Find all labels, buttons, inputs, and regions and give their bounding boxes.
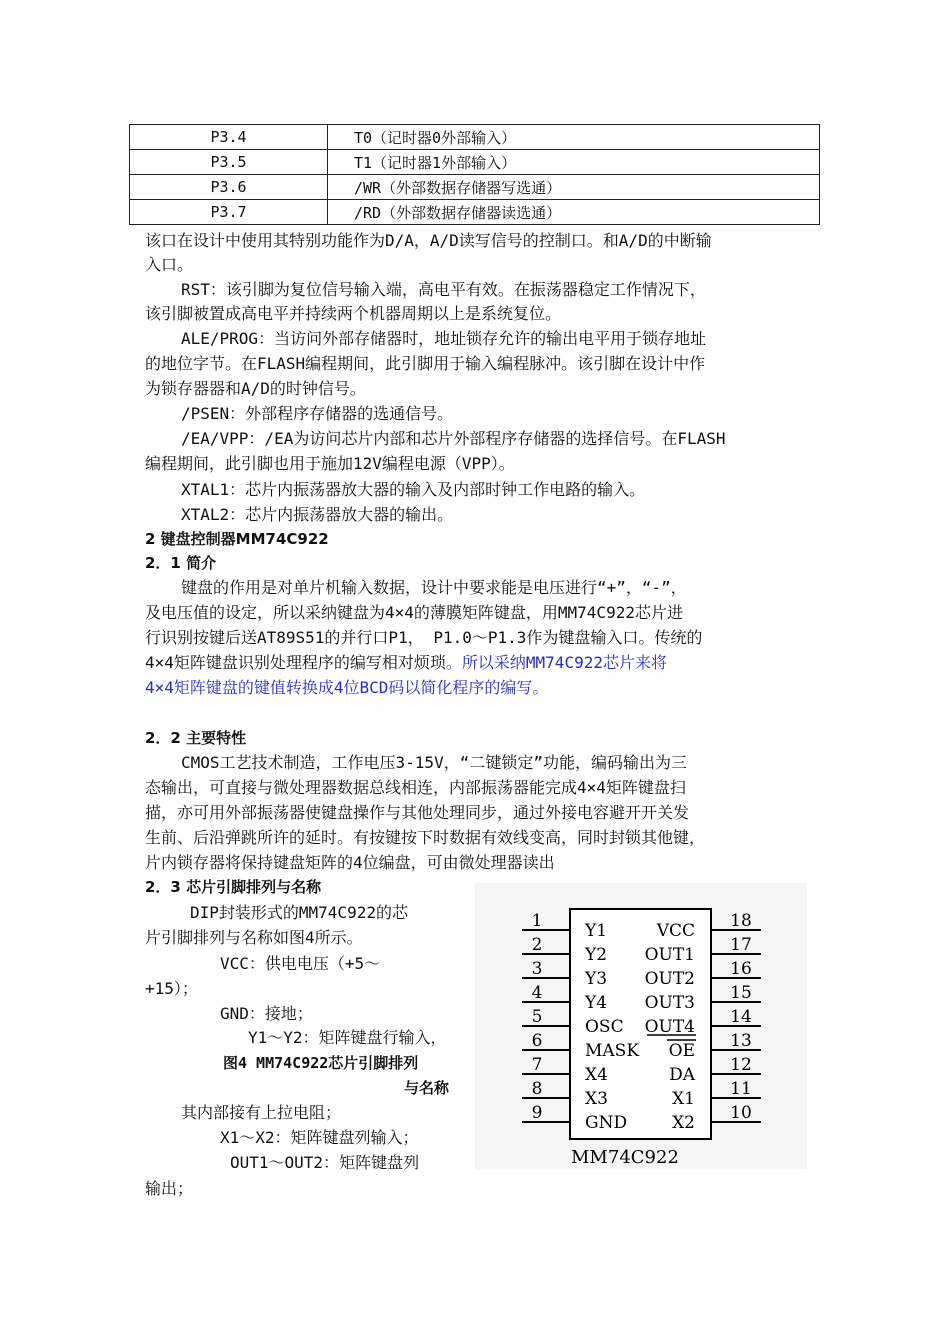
rst-para-line-1: RST：该引脚为复位信号输入端，高电平有效。在振荡器稳定工作情况下，	[181, 280, 706, 299]
chip-left-pin-number: 5	[531, 1007, 543, 1027]
psen-para: /PSEN：外部程序存储器的选通信号。	[181, 404, 454, 423]
pin-table-desc-cell: T1（记时器1外部输入）	[328, 150, 820, 175]
intro-blue-text-2: 4×4矩阵键盘的键值转换成4位BCD码以简化程序的编写。	[145, 678, 549, 697]
chip-right-pin-number: 13	[730, 1031, 752, 1051]
chip-left-pin-label: X3	[585, 1089, 608, 1109]
chip-right-pin-label: OUT2	[644, 969, 695, 989]
chip-right-pin-label: OUT3	[644, 993, 695, 1013]
chip-right-pin-number: 10	[730, 1103, 752, 1123]
section-heading-2-1: 2．1 简介	[145, 554, 217, 572]
pins-dip-line-2: 片引脚排列与名称如图4所示。	[145, 928, 363, 947]
chip-left-pin-label: Y2	[585, 945, 608, 965]
chip-right-pin-number: 15	[730, 983, 752, 1003]
features-para-line-3: 描，亦可用外部振荡器使键盘操作与其他处理同步，通过外接电容避开开关发	[145, 803, 690, 822]
pin-table-row	[130, 200, 820, 225]
pin-table-row	[130, 150, 820, 175]
port-para-line-1: 该口在设计中使用其特别功能作为D/A，A/D读写信号的控制口。和A/D的中断输	[145, 231, 712, 250]
chip-left-pin-number: 1	[531, 911, 543, 931]
pins-dip-line-1: DIP封装形式的MM74C922的芯	[190, 903, 408, 922]
pin-table-pin-cell: P3.6	[130, 175, 328, 200]
intro-blue-text-1: 。所以采纳MM74C922芯片来将	[445, 653, 667, 672]
chip-left-pin-label: Y1	[585, 921, 608, 941]
ale-para-line-3: 为锁存器器和A/D的时钟信号。	[145, 379, 366, 398]
chip-left-pin-label: X4	[585, 1065, 608, 1085]
pins-out-line-2: 输出；	[145, 1179, 194, 1198]
pin-table-desc-cell: /WR（外部数据存储器写选通）	[328, 175, 820, 200]
section-heading-2: 2 键盘控制器MM74C922	[145, 530, 329, 548]
pins-y-line-1: Y1～Y2：矩阵键盘行输入，	[248, 1028, 447, 1047]
chip-right-pin-label: X2	[672, 1113, 695, 1133]
pins-vcc-line-2: +15）；	[145, 979, 198, 998]
chip-right-pin-label: X1	[672, 1089, 695, 1109]
chip-left-pin-label: Y3	[585, 969, 608, 989]
ea-para-line-2: 编程期间，此引脚也用于施加12V编程电源（VPP）。	[145, 454, 515, 473]
ale-para-line-1: ALE/PROG：当访问外部存储器时，地址锁存允许的输出电平用于锁存地址	[181, 329, 707, 348]
ea-para-line-1: /EA/VPP：/EA为访问芯片内部和芯片外部程序存储器的选择信号。在FLASH	[181, 429, 726, 448]
section-heading-2-2: 2．2 主要特性	[145, 729, 247, 747]
chip-left-pin-number: 8	[531, 1079, 543, 1099]
pin-table-row	[130, 125, 820, 150]
rst-para-line-2: 该引脚被置成高电平并持续两个机器周期以上是系统复位。	[145, 304, 562, 323]
pin-table-pin-cell: P3.4	[130, 125, 328, 150]
chip-right-pin-label: OUT1	[644, 945, 695, 965]
pin-table-desc-cell: /RD（外部数据存储器读选通）	[328, 200, 820, 225]
chip-left-pin-number: 6	[531, 1031, 543, 1051]
chip-left-pin-number: 9	[531, 1103, 543, 1123]
chip-pinout-diagram	[475, 883, 807, 1169]
chip-right-pin-label: OUT4	[644, 1017, 695, 1037]
figure-caption-line-2: 与名称	[404, 1079, 450, 1097]
chip-right-pin-number: 14	[730, 1007, 752, 1027]
chip-right-pin-number: 17	[730, 935, 752, 955]
chip-right-pin-number: 11	[730, 1079, 752, 1099]
chip-left-pin-number: 4	[531, 983, 543, 1003]
intro-para-line-2: 及电压值的设定，所以采纳键盘为4×4的薄膜矩阵键盘，用MM74C922芯片进	[145, 603, 683, 622]
intro-para-line-1: 键盘的作用是对单片机输入数据，设计中要求能是电压进行“+”，“-”，	[181, 578, 687, 597]
chip-right-pin-number: 16	[730, 959, 752, 979]
pins-out-line-1: OUT1～OUT2：矩阵键盘列	[230, 1153, 420, 1172]
pin-table-pin-cell: P3.5	[130, 150, 328, 175]
features-para-line-5: 片内锁存器将保持键盘矩阵的4位编盘，可由微处理器读出	[145, 853, 555, 872]
intro-para-line-4	[145, 651, 667, 675]
chip-right-pin-label: DA	[669, 1065, 695, 1085]
pins-y-line-2: 其内部接有上拉电阻；	[181, 1103, 342, 1122]
chip-right-pin-label: OE	[668, 1041, 695, 1061]
intro-para-line-3: 行识别按键后送AT89S51的并行口P1， P1.0～P1.3作为键盘输入口。传统的	[145, 628, 703, 647]
chip-left-pin-label: Y4	[585, 993, 608, 1013]
pins-x: X1～X2：矩阵键盘列输入；	[220, 1128, 419, 1147]
chip-pinout-figure	[475, 883, 807, 1169]
chip-left-pin-label: OSC	[585, 1017, 624, 1037]
chip-left-pin-label: GND	[585, 1113, 628, 1133]
features-para-line-4: 生前、后沿弹跳所许的延时。有按键按下时数据有效线变高，同时封锁其他键，	[145, 828, 706, 847]
xtal2-para: XTAL2：芯片内振荡器放大器的输出。	[181, 505, 454, 524]
port-para-line-2: 入口。	[145, 255, 194, 274]
chip-left-pin-label: MASK	[585, 1041, 640, 1061]
chip-left-pin-number: 3	[531, 959, 543, 979]
section-heading-2-3: 2．3 芯片引脚排列与名称	[145, 878, 322, 896]
pins-vcc-line-1: VCC：供电电压（+5～	[220, 954, 381, 973]
chip-right-pin-label: VCC	[656, 921, 695, 941]
figure-caption-line-1: 图4 MM74C922芯片引脚排列	[223, 1054, 419, 1072]
ale-para-line-2: 的地位字节。在FLASH编程期间，此引脚用于输入编程脉冲。该引脚在设计中作	[145, 354, 706, 373]
chip-name: MM74C922	[571, 1147, 679, 1168]
features-para-line-2: 态输出，可直接与微处理器数据总线相连，内部振荡器能完成4×4矩阵键盘扫	[145, 778, 686, 797]
pin-table-pin-cell: P3.7	[130, 200, 328, 225]
intro-para-text: 4×4矩阵键盘识别处理程序的编写相对烦琐	[145, 653, 446, 672]
chip-right-pin-number: 12	[730, 1055, 752, 1075]
xtal1-para: XTAL1：芯片内振荡器放大器的输入及内部时钟工作电路的输入。	[181, 480, 646, 499]
chip-left-pin-number: 7	[531, 1055, 543, 1075]
chip-right-pin-number: 18	[730, 911, 752, 931]
pin-table-desc-cell: T0（记时器0外部输入）	[328, 125, 820, 150]
pin-table-row	[130, 175, 820, 200]
features-para-line-1: CMOS工艺技术制造，工作电压3-15V，“二键锁定”功能，编码输出为三	[181, 753, 687, 772]
pin-function-table	[129, 124, 820, 225]
chip-left-pin-number: 2	[531, 935, 543, 955]
pins-gnd: GND：接地；	[220, 1004, 313, 1023]
